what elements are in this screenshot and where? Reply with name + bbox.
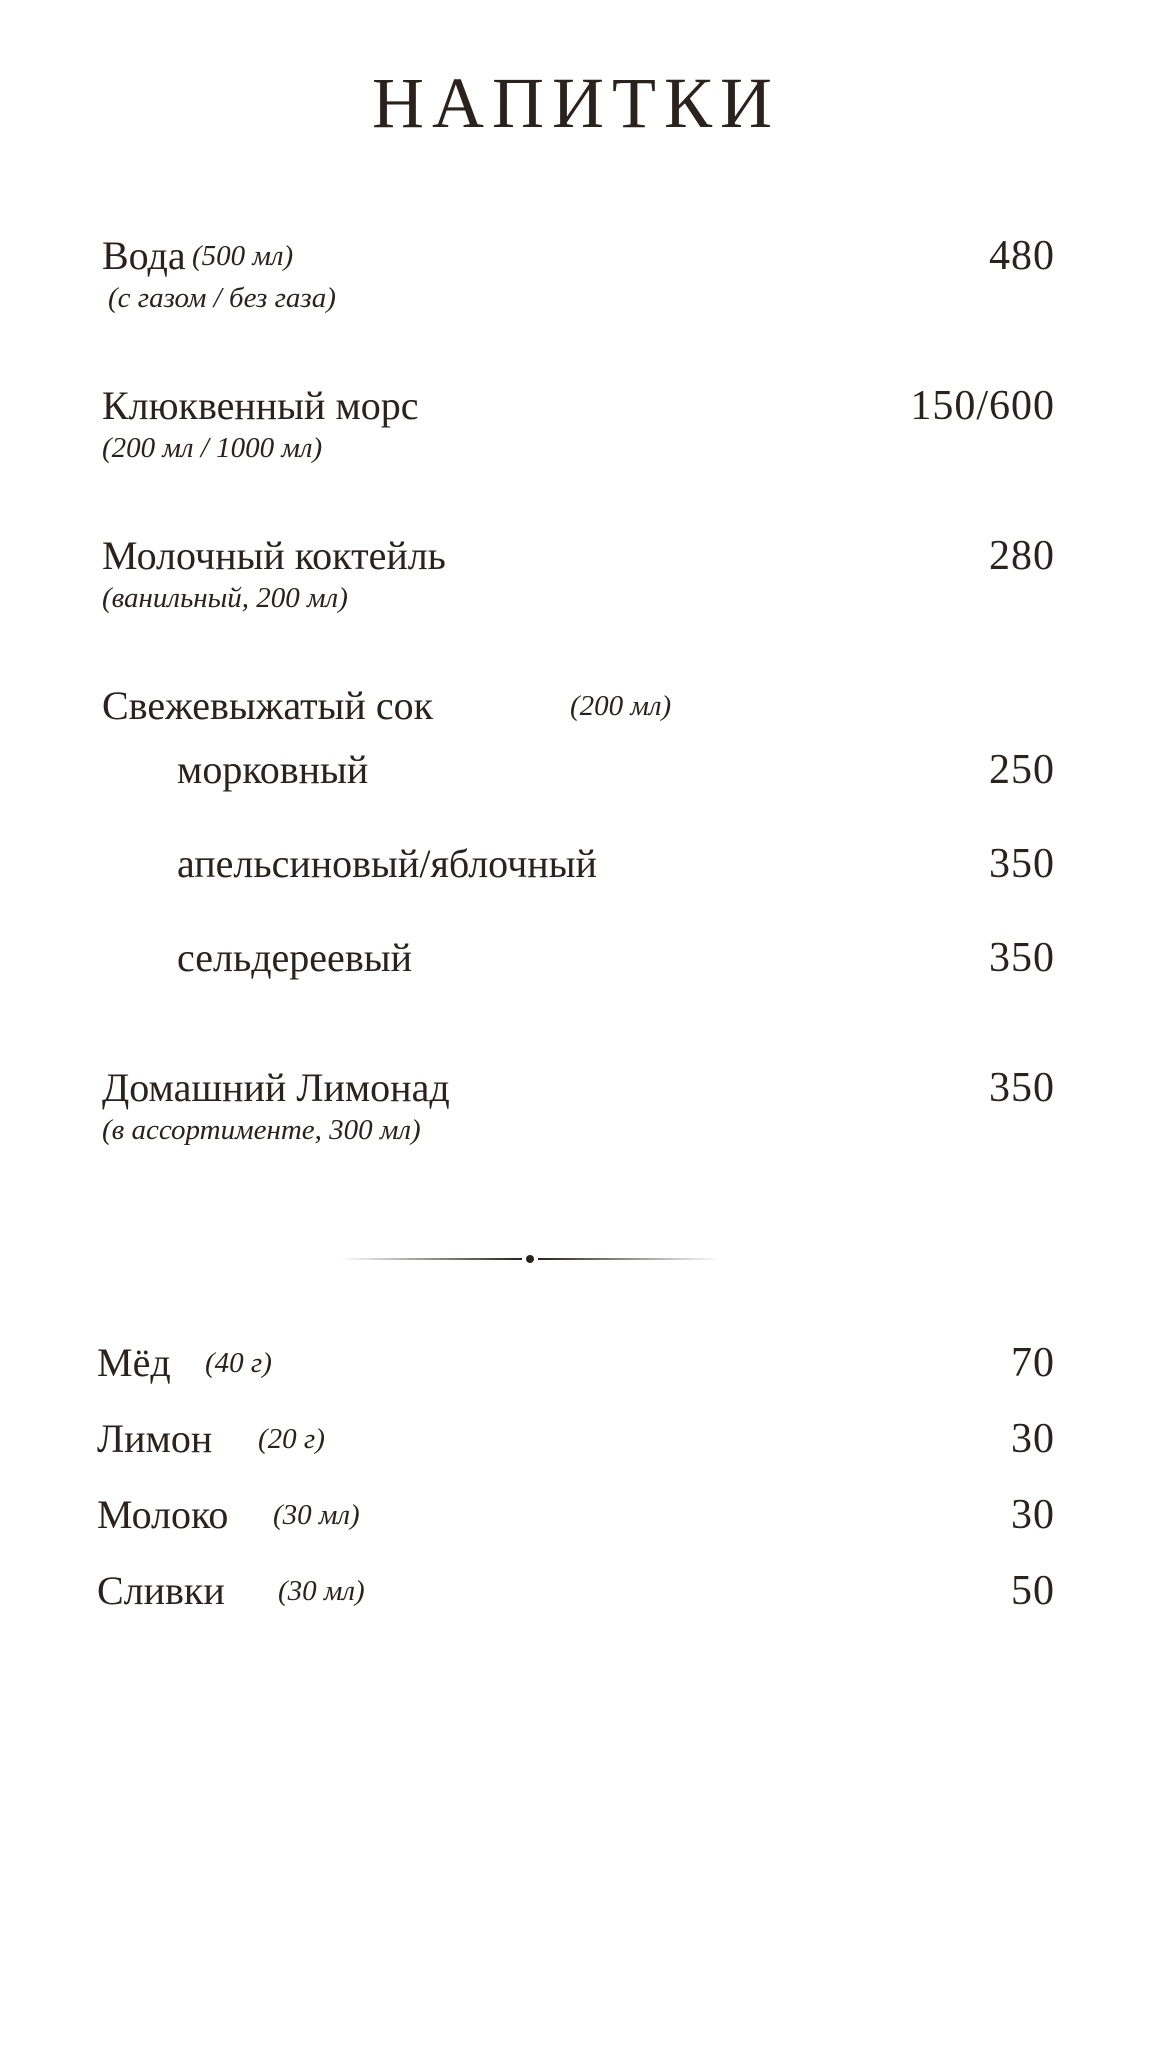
extra-item-cream xyxy=(0,1567,1152,1617)
extra-name: Сливки xyxy=(97,1568,225,1613)
item-name: Вода xyxy=(102,233,186,278)
variant-name: сельдереевый xyxy=(177,935,412,980)
extra-price: 30 xyxy=(1011,1416,1055,1462)
item-price: 480 xyxy=(989,233,1055,279)
item-note: (с газом / без газа) xyxy=(108,282,336,314)
item-name: Свежевыжатый сок xyxy=(102,683,434,728)
ornamental-divider xyxy=(340,1253,720,1265)
extra-amount: (40 г) xyxy=(205,1347,272,1379)
item-note: (200 мл / 1000 мл) xyxy=(102,432,323,464)
extra-name: Молоко xyxy=(97,1492,229,1537)
extra-amount: (20 г) xyxy=(258,1423,325,1455)
page-title: НАПИТКИ xyxy=(372,63,780,143)
menu-item-juice xyxy=(0,682,1152,732)
variant-price: 250 xyxy=(989,747,1055,793)
extra-item-milk xyxy=(0,1491,1152,1541)
variant-price: 350 xyxy=(989,841,1055,887)
item-volume: (500 мл) xyxy=(192,240,294,272)
extra-name: Лимон xyxy=(97,1416,213,1461)
extra-amount: (30 мл) xyxy=(273,1499,360,1531)
variant-name: морковный xyxy=(177,747,369,792)
juice-variant xyxy=(0,840,1152,890)
variant-name: апельсиновый/яблочный xyxy=(177,841,597,886)
extra-item-lemon xyxy=(0,1415,1152,1465)
item-price: 350 xyxy=(989,1065,1055,1111)
extra-name: Мёд xyxy=(97,1340,171,1385)
menu-item-water xyxy=(0,232,1152,314)
item-name: Клюквенный морс xyxy=(102,383,419,428)
extra-price: 70 xyxy=(1011,1340,1055,1386)
menu-item-milkshake xyxy=(0,532,1152,614)
extra-price: 50 xyxy=(1011,1568,1055,1614)
item-price: 280 xyxy=(989,533,1055,579)
extra-item-honey xyxy=(0,1339,1152,1389)
item-name: Молочный коктейль xyxy=(102,533,446,578)
item-volume: (200 мл) xyxy=(570,690,672,722)
item-note: (в ассортименте, 300 мл) xyxy=(102,1114,421,1146)
item-note: (ванильный, 200 мл) xyxy=(102,582,348,614)
juice-variant xyxy=(0,746,1152,796)
variant-price: 350 xyxy=(989,935,1055,981)
item-price: 150/600 xyxy=(910,383,1055,429)
menu-item-lemonade xyxy=(0,1064,1152,1146)
extra-amount: (30 мл) xyxy=(278,1575,365,1607)
juice-variant xyxy=(0,934,1152,984)
extra-price: 30 xyxy=(1011,1492,1055,1538)
menu-item-mors xyxy=(0,382,1152,464)
item-name: Домашний Лимонад xyxy=(102,1065,450,1110)
